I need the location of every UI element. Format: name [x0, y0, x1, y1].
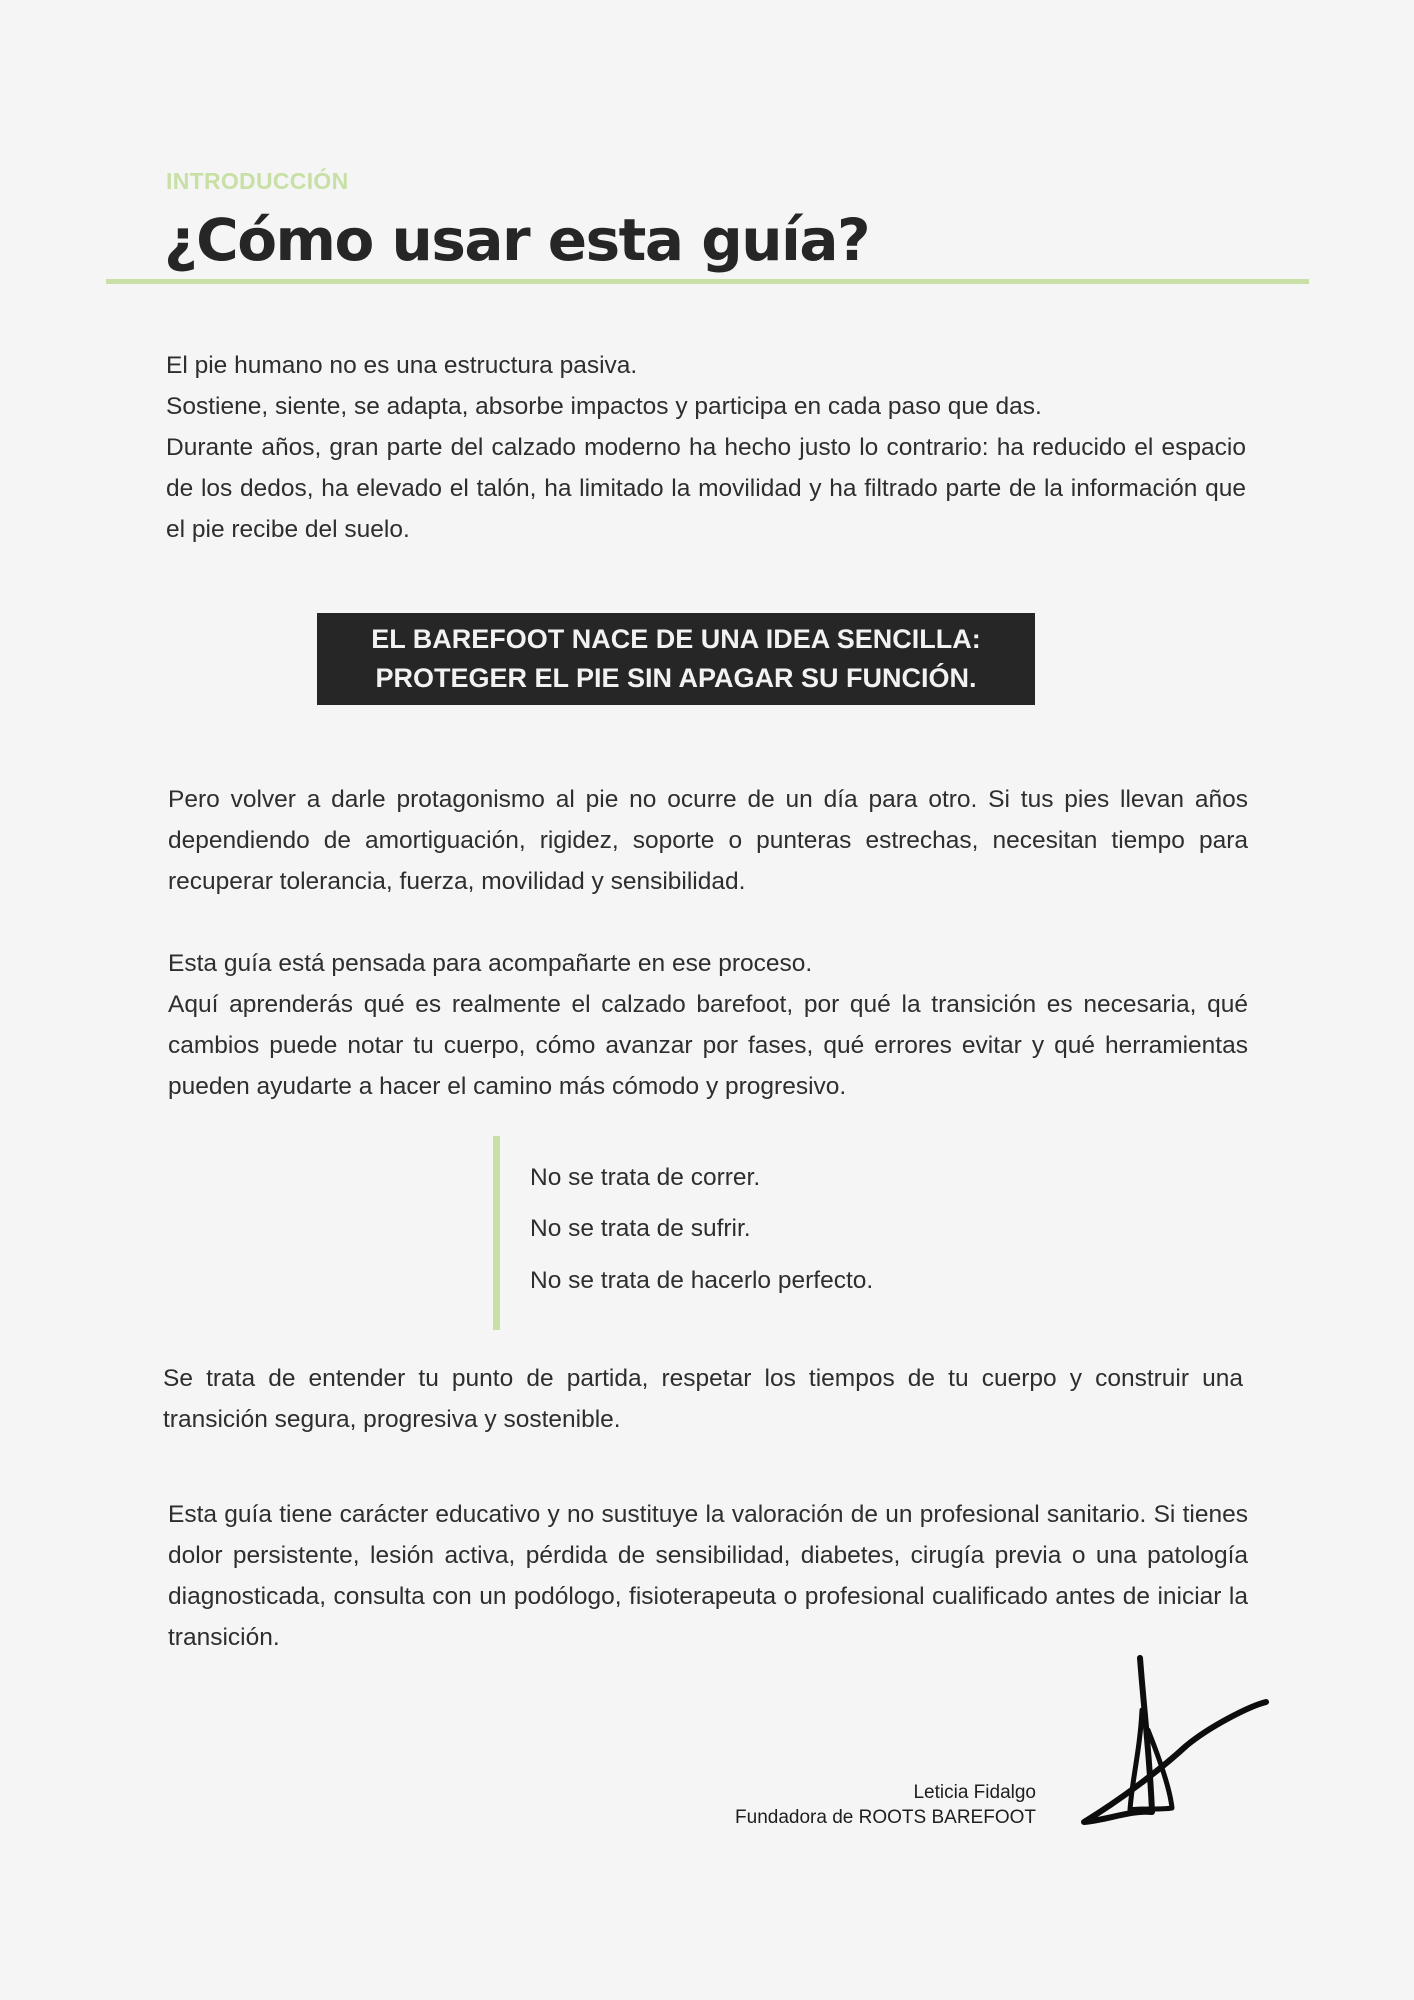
quote-line-3: No se trata de hacerlo perfecto. [530, 1267, 874, 1294]
callout-line-2: PROTEGER EL PIE SIN APAGAR SU FUNCIÓN. [375, 663, 977, 693]
handwritten-signature [1060, 1650, 1282, 1832]
intro-line-1: El pie humano no es una estructura pasiva. [166, 352, 638, 379]
title-underline [106, 279, 1309, 284]
body-paragraph-1: Pero volver a darle protagonismo al pie no ocurre de un día para otro. Si tus pies llevan años dependiendo de amortiguación, rigidez, soporte o punteras estrechas, necesitan tiempo para recuperar tolerancia, fuerza, movilidad y sensibilidad. [168, 786, 1248, 895]
section-eyebrow: INTRODUCCIÓN [166, 168, 349, 194]
highlight-callout [317, 613, 1035, 705]
author-role: Fundadora de ROOTS BAREFOOT [735, 1807, 1036, 1828]
body-paragraph-2-text: Aquí aprenderás qué es realmente el calzado barefoot, por qué la transición es necesaria, qué cambios puede notar tu cuerpo, cómo avanzar por fases, qué errores evitar y qué herramientas pueden ayudarte a hacer el camino más cómodo y progresivo. [168, 991, 1248, 1100]
callout-line-1: EL BAREFOOT NACE DE UNA IDEA SENCILLA: [371, 624, 981, 654]
signature-stroke-main [1084, 1658, 1266, 1822]
pull-quote [493, 1136, 1053, 1330]
quote-line-2: No se trata de sufrir. [530, 1215, 751, 1242]
closing-paragraph: Se trata de entender tu punto de partida, respetar los tiempos de tu cuerpo y construir una transición segura, progresiva y sostenible. [163, 1365, 1243, 1433]
intro-line-3: Durante años, gran parte del calzado moderno ha hecho justo lo contrario: ha reducido el espacio de los dedos, ha elevado el talón, ha limitado la movilidad y ha filtrado parte de la información que el pie recibe del suelo. [166, 434, 1246, 543]
author-name: Leticia Fidalgo [913, 1782, 1036, 1803]
signature-block [735, 1780, 1036, 1830]
body-paragraph-2-lead: Esta guía está pensada para acompañarte en ese proceso. [168, 950, 813, 977]
intro-line-2: Sostiene, siente, se adapta, absorbe impactos y participa en cada paso que das. [166, 393, 1042, 420]
disclaimer-paragraph: Esta guía tiene carácter educativo y no sustituye la valoración de un profesional sanitario. Si tienes dolor persistente, lesión activa, pérdida de sensibilidad, diabetes, cirugía previa o una patología diagnosticada, consulta con un podólogo, fisioterapeuta o profesional cualificado antes de iniciar la transición. [168, 1501, 1248, 1651]
intro-paragraph [166, 345, 1246, 550]
page-title: ¿Cómo usar esta guía? [164, 206, 870, 274]
quote-line-1: No se trata de correr. [530, 1164, 761, 1191]
body-paragraph-2 [168, 943, 1248, 1107]
